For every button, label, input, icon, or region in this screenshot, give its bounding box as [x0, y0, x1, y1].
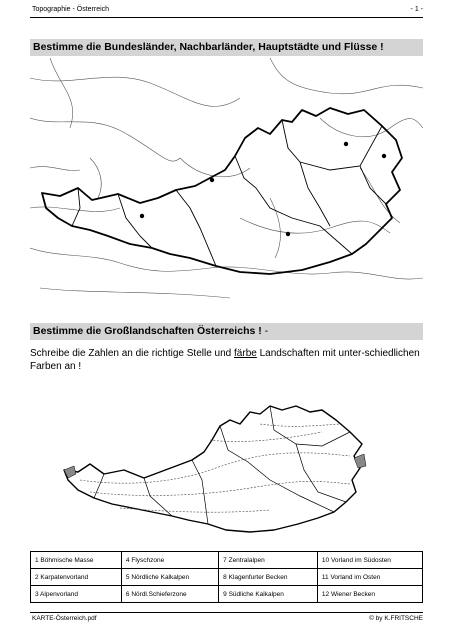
- capital-marker: [210, 178, 214, 182]
- capital-marker: [382, 154, 386, 158]
- instruction-text: Schreibe die Zahlen an die richtige Stelle und färbe Landschaften mit unter-schiedlichen Farben an !: [30, 348, 420, 372]
- legend-cell: 2 Karpatenvorland: [31, 569, 122, 586]
- austria-political-map: [30, 58, 423, 304]
- header-title: Topographie - Österreich: [32, 6, 110, 13]
- section1-title: Bestimme die Bundesländer, Nachbarländer, Hauptstädte und Flüsse !: [33, 41, 384, 53]
- legend-cell: 5 Nördliche Kalkalpen: [121, 569, 218, 586]
- section1-bar: [30, 39, 423, 56]
- legend-cell: 1 Böhmische Masse: [31, 552, 122, 569]
- header-rule: [30, 17, 423, 18]
- legend-cell: 7 Zentralalpen: [219, 552, 318, 569]
- legend-row: [31, 569, 423, 586]
- legend-cell: 12 Wiener Becken: [317, 586, 422, 603]
- legend-cell: 8 Klagenfurter Becken: [219, 569, 318, 586]
- legend-cell: 9 Südliche Kalkalpen: [219, 586, 318, 603]
- austria-landscape-map-svg: [60, 400, 385, 540]
- austria-political-map-svg: [30, 58, 423, 304]
- footer-filename: KARTE-Österreich.pdf: [32, 615, 97, 622]
- section2-bar: [30, 323, 423, 340]
- legend-cell: 6 Nördl.Schieferzone: [121, 586, 218, 603]
- capital-marker: [344, 142, 348, 146]
- landscape-legend-table: [30, 551, 423, 603]
- legend-row: [31, 586, 423, 603]
- faerbe-underlined: färbe: [234, 348, 257, 359]
- legend-cell: 11 Vorland im Osten: [317, 569, 422, 586]
- capital-marker: [286, 232, 290, 236]
- legend-cell: 3 Alpenvorland: [31, 586, 122, 603]
- legend-row: [31, 552, 423, 569]
- footer-rule: [30, 612, 423, 613]
- shaded-region-east: [354, 454, 366, 468]
- legend-cell: 4 Flyschzone: [121, 552, 218, 569]
- capital-marker: [140, 214, 144, 218]
- legend-cell: 10 Vorland im Südosten: [317, 552, 422, 569]
- austria-landscape-map: [60, 400, 385, 540]
- page-number: - 1 -: [410, 6, 423, 13]
- footer-copyright: © by K.FRITSCHE: [369, 615, 423, 622]
- section2-title: Bestimme die Großlandschaften Österreichs ! -: [33, 325, 269, 337]
